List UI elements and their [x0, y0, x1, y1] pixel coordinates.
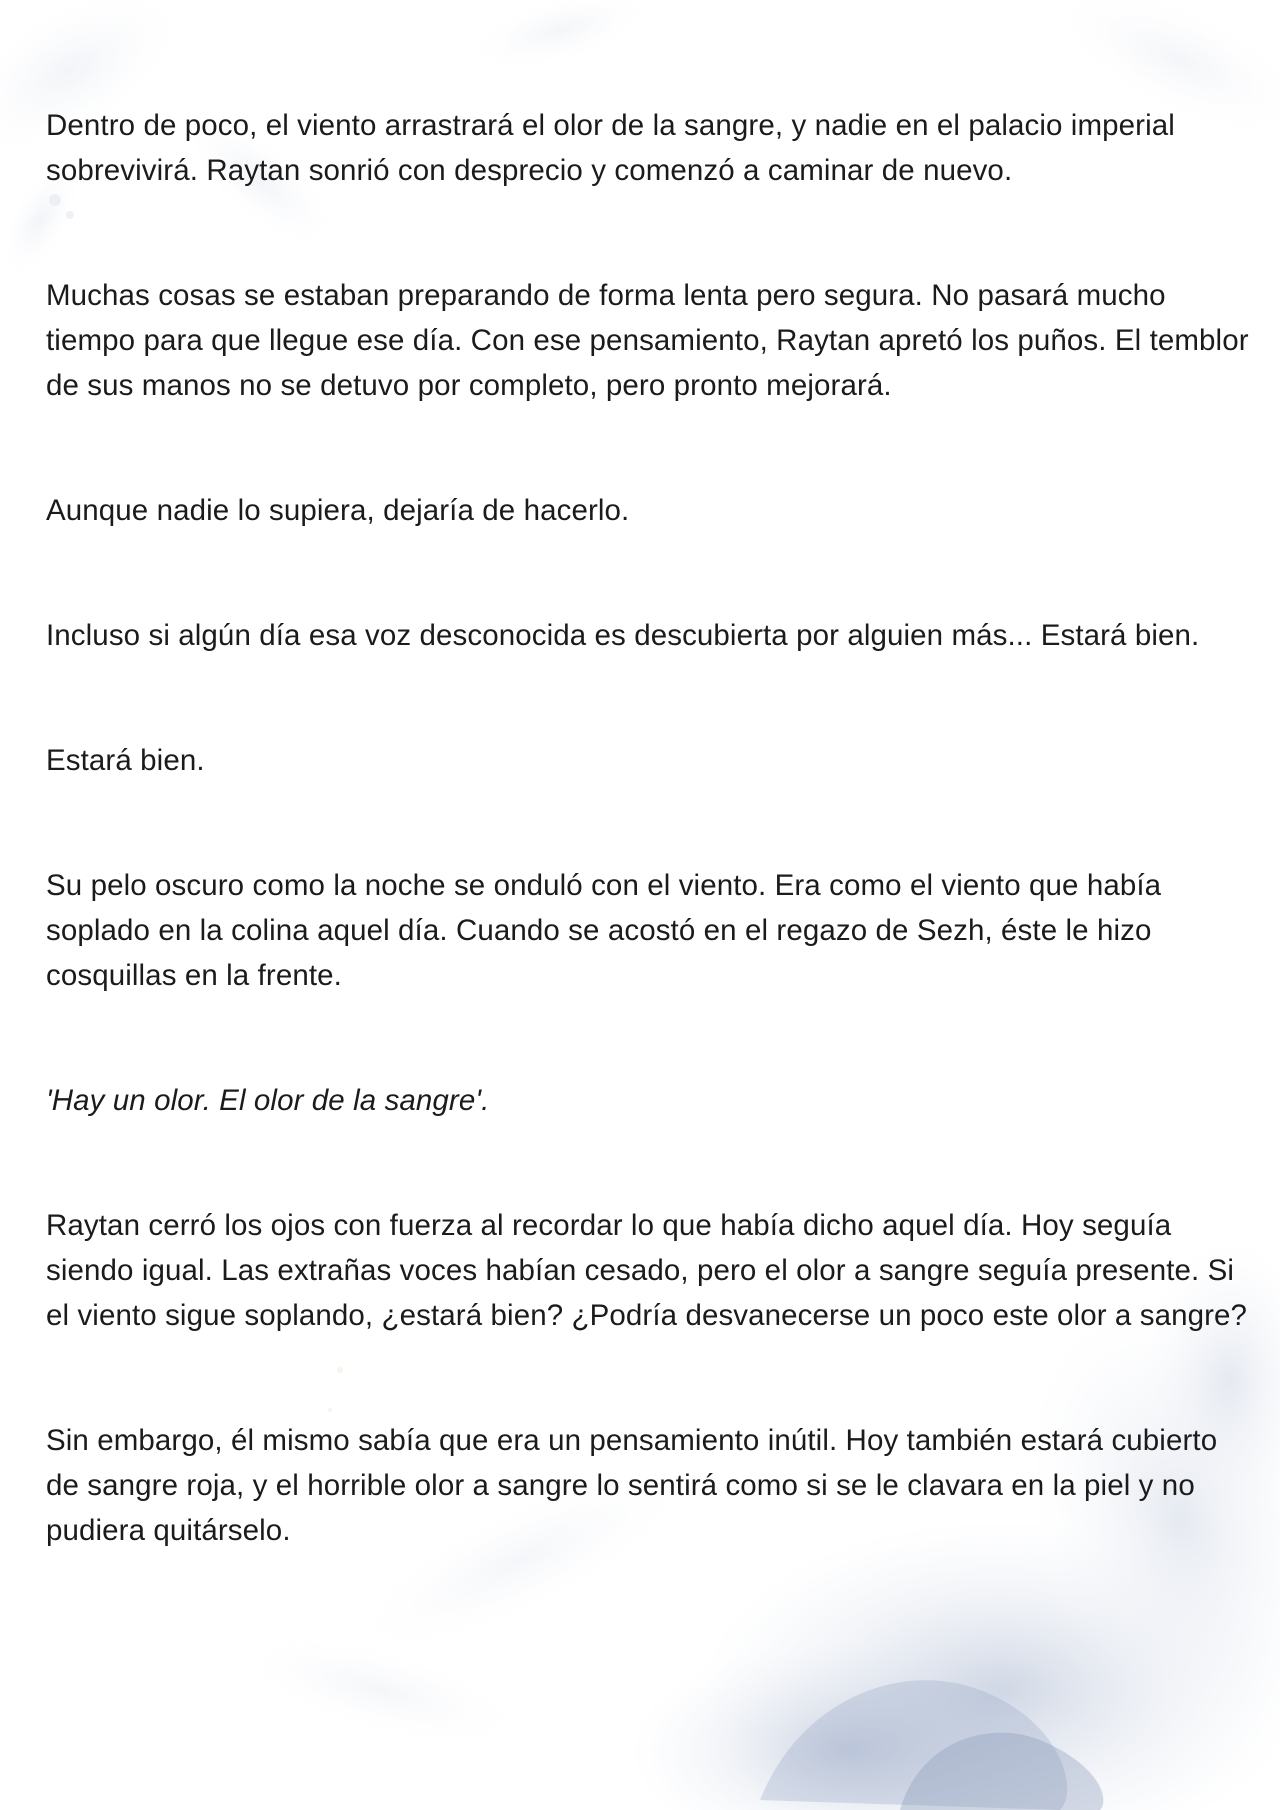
document-body	[46, 103, 1256, 1553]
paragraph: Incluso si algún día esa voz desconocida es descubierta por alguien más... Estará bien.	[46, 619, 1200, 652]
paragraph: Su pelo oscuro como la noche se onduló con el viento. Era como el viento que había soplado en la colina aquel día. Cuando se acostó en el regazo de Sezh, éste le hizo cosquillas en la frente.	[46, 869, 1162, 992]
paragraph: Aunque nadie lo supiera, dejaría de hacerlo.	[46, 494, 630, 527]
paragraph: Sin embargo, él mismo sabía que era un pensamiento inútil. Hoy también estará cubierto de sangre roja, y el horrible olor a sangre lo sentirá como si se le clavara en la piel y no pudiera quitárselo.	[46, 1424, 1218, 1547]
paragraph: Estará bien.	[46, 744, 205, 777]
italic-quote-paragraph: 'Hay un olor. El olor de la sangre'.	[46, 1084, 490, 1117]
paragraph: Muchas cosas se estaban preparando de forma lenta pero segura. No pasará mucho tiempo para que llegue ese día. Con ese pensamiento, Raytan apretó los puños. El temblor de sus manos no se detuvo por completo, pero pronto mejorará.	[46, 279, 1249, 402]
paragraph: Dentro de poco, el viento arrastrará el olor de la sangre, y nadie en el palacio imperial sobrevivirá. Raytan sonrió con desprecio y comenzó a caminar de nuevo.	[46, 109, 1175, 187]
paragraph: Raytan cerró los ojos con fuerza al recordar lo que había dicho aquel día. Hoy seguía siendo igual. Las extrañas voces habían cesado, pero el olor a sangre seguía presente. Si el viento sigue soplando, ¿estará bien? ¿Podría desvanecerse un poco este olor a sangre?	[46, 1209, 1248, 1332]
